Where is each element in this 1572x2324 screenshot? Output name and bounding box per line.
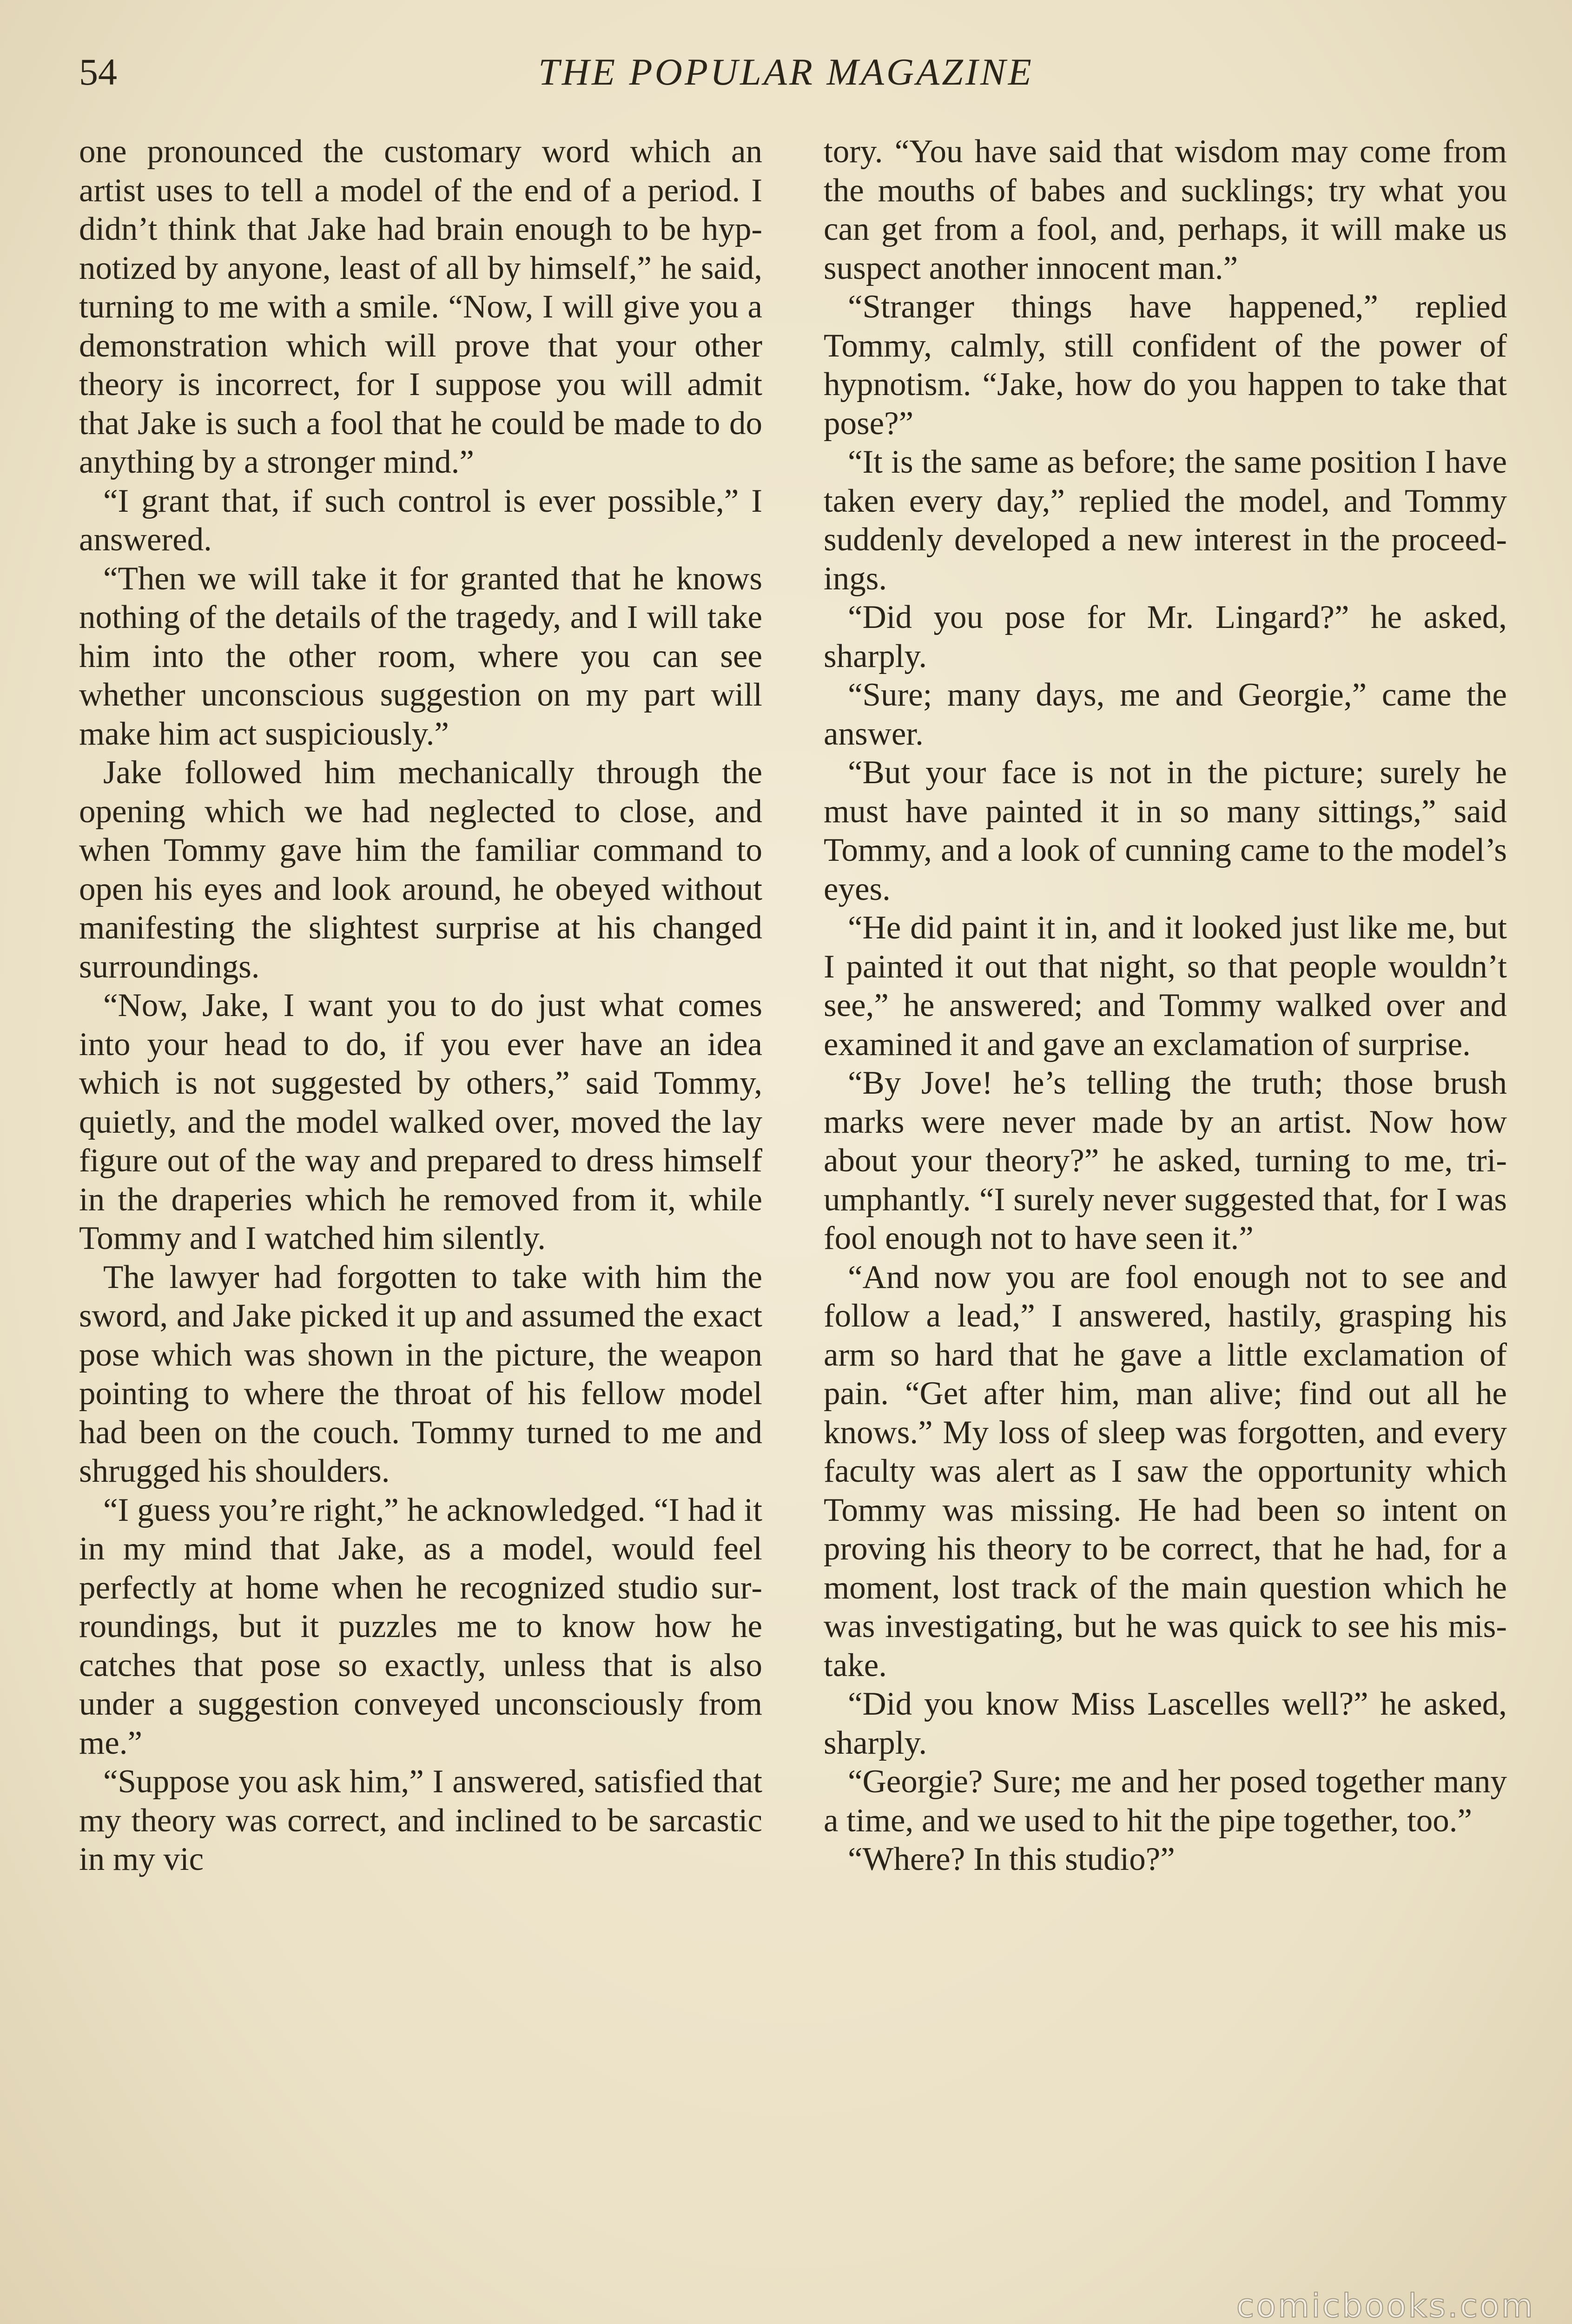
paragraph: “And now you are fool enough not to see and follow a lead,” I answered, hastily, grasping his arm so hard that he gave a little exclamation of pain. “Get after him, man alive; find out all he knows.” My loss of sleep was forgotten, and every faculty was alert as I saw the opportunity which Tommy was missing. He had been so intent on proving his theory to be correct, that he had, for a moment, lost track of the main question which he was investigating, but he was quick to see his mistake. [824, 1259, 1507, 1684]
paragraph: “Sure; many days, me and Georgie,” came the answer. [824, 677, 1507, 752]
paragraph: “Now, Jake, I want you to do just what comes into your head to do, if you ever have an idea which is not suggested by others,” said Tommy, quietly, and the model walked over, moved the lay figure out of the way and prepared to dress himself in the draperies which he removed from it, while Tommy and I watched him silently. [79, 987, 762, 1256]
paragraph: “Did you pose for Mr. Lingard?” he asked, sharply. [824, 599, 1507, 674]
paragraph: “But your face is not in the picture; surely he must have painted it in so many sittings,” said Tommy, and a look of cunning came to the model’s eyes. [824, 754, 1507, 907]
left-column [79, 132, 762, 2289]
paragraph: one pronounced the customary word which an artist uses to tell a model of the end of a period. I didn’t think that Jake had brain enough to be hypnotized by anyone, least of all by himself,” he said, turning to me with a smile. “Now, I will give you a demonstration which will prove that your other theory is incorrect, for I suppose you will admit that Jake is such a fool that he could be made to do anything by a stronger mind.” [79, 133, 762, 480]
running-title: THE POPULAR MAGAZINE [538, 51, 1034, 93]
paragraph: The lawyer had forgotten to take with him the sword, and Jake picked it up and assumed the exact pose which was shown in the picture, the weapon pointing to where the throat of his fellow model had been on the couch. Tommy turned to me and shrugged his shoulders. [79, 1259, 762, 1489]
page-number: 54 [79, 51, 117, 93]
paragraph: “Suppose you ask him,” I answered, satisfied that my theory was correct, and inclined to be sarcastic in my vic [79, 1763, 762, 1877]
watermark: comicbooks.com [1236, 2287, 1535, 2324]
right-column [824, 132, 1507, 2289]
paragraph: “Then we will take it for granted that he knows nothing of the details of the tragedy, and I will take him into the other room, where you can see whether unconscious suggestion on my part will make him act suspiciously.” [79, 560, 762, 752]
page-header [79, 46, 1493, 98]
paragraph: “Stranger things have happened,” replied Tommy, calmly, still confident of the power of hypnotism. “Jake, how do you happen to take that pose?” [824, 289, 1507, 442]
paragraph: “I grant that, if such control is ever possible,” I answered. [79, 482, 762, 558]
paragraph: “I guess you’re right,” he acknowledged. “I had it in my mind that Jake, as a model, would feel perfectly at home when he recognized studio surroundings, but it puzzles me to know how he catches that pose so exactly, unless that is also under a suggestion conveyed unconsciously from me.” [79, 1492, 762, 1761]
paragraph: “Did you know Miss Lascelles well?” he asked, sharply. [824, 1686, 1507, 1761]
text-columns [79, 132, 1507, 2289]
paragraph: Jake followed him mechanically through the opening which we had neglected to close, and when Tommy gave him the familiar command to open his eyes and look around, he obeyed without manifesting the slightest surprise at his changed surroundings. [79, 754, 762, 985]
paragraph: “By Jove! he’s telling the truth; those brush marks were never made by an artist. Now how about your theory?” he asked, turning to me, triumphantly. “I surely never suggested that, for I was fool enough not to have seen it.” [824, 1065, 1507, 1256]
paragraph: “Georgie? Sure; me and her posed together many a time, and we used to hit the pipe together, too.” [824, 1763, 1507, 1839]
paragraph: “Where? In this studio?” [848, 1841, 1175, 1877]
paragraph: tory. “You have said that wisdom may come from the mouths of babes and sucklings; try what you can get from a fool, and, perhaps, it will make us suspect another innocent man.” [824, 133, 1507, 286]
paragraph: “It is the same as before; the same position I have taken every day,” replied the model, and Tommy suddenly developed a new interest in the proceedings. [824, 444, 1507, 597]
paragraph: “He did paint it in, and it looked just like me, but I painted it out that night, so that people wouldn’t see,” he answered; and Tommy walked over and examined it and gave an exclamation of surprise. [824, 910, 1507, 1063]
